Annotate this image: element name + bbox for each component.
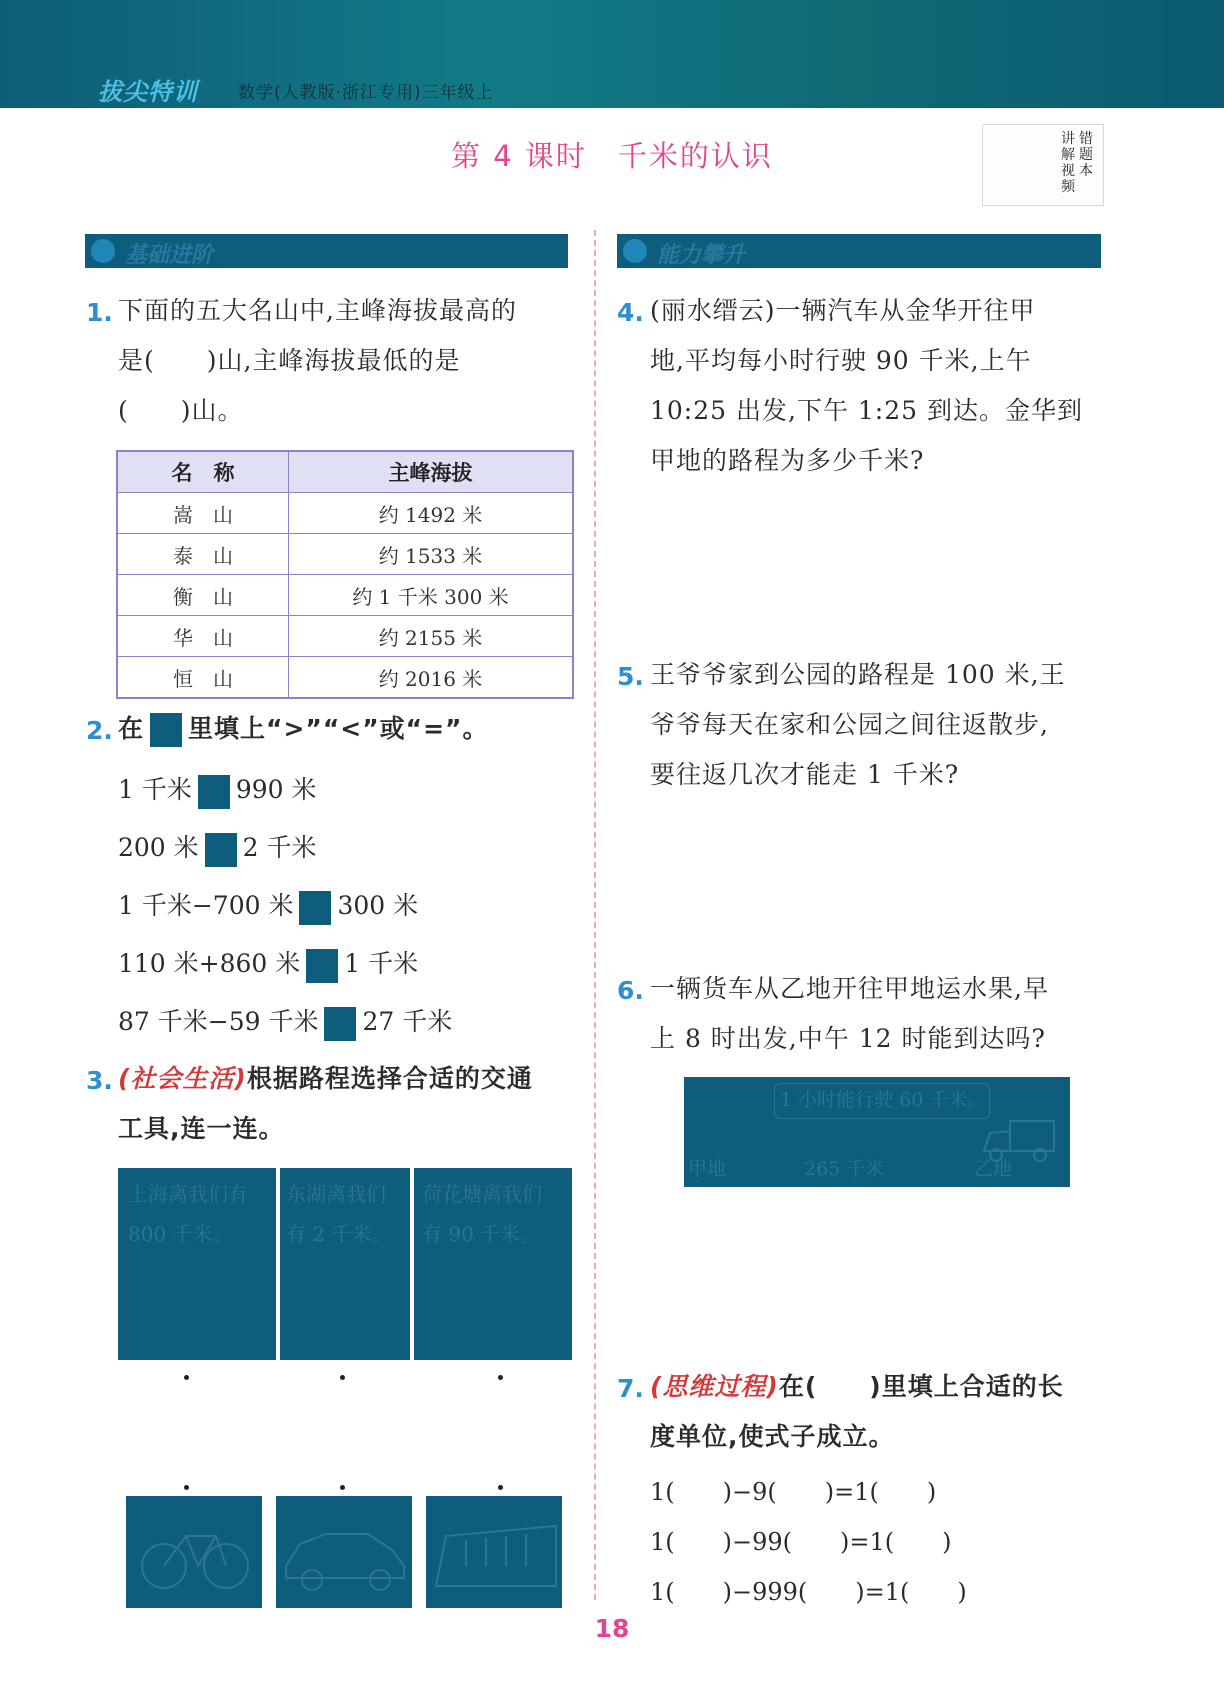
- pen-icon: [91, 239, 115, 263]
- answer-box[interactable]: [150, 713, 182, 747]
- q2-number: 2.: [86, 716, 113, 745]
- answer-box[interactable]: [205, 833, 237, 867]
- answer-box[interactable]: [306, 949, 338, 983]
- fill-row[interactable]: 1( )−99( )=1( ): [650, 1528, 952, 1556]
- q5-number: 5.: [617, 662, 644, 691]
- q1-line3: ( )山。: [118, 396, 244, 425]
- q7-number: 7.: [617, 1374, 644, 1403]
- table-row: 华 山 约 2155 米: [118, 616, 572, 657]
- mountain-table: [116, 450, 574, 699]
- child-speech-image: 荷花塘离我们 有 90 千米。: [414, 1168, 572, 1360]
- connect-dot[interactable]: [184, 1485, 189, 1490]
- q1-line1: 下面的五大名山中,主峰海拔最高的: [118, 296, 517, 325]
- compare-row: 87 千米−59 千米 27 千米: [118, 1004, 452, 1040]
- q6-number: 6.: [617, 976, 644, 1005]
- connect-dot[interactable]: [498, 1485, 503, 1490]
- child-speech-image: 东湖离我们 有 2 千米。: [280, 1168, 410, 1360]
- q7-line1: (思维过程)在( )里填上合适的长: [650, 1372, 1064, 1401]
- page-number: 18: [594, 1614, 630, 1643]
- connect-dot[interactable]: [340, 1375, 345, 1380]
- compare-row: 1 千米−700 米 300 米: [118, 888, 418, 924]
- bicycle-icon: [126, 1496, 262, 1608]
- q2-instruction: 在 里填上“>”“<”或“=”。: [118, 704, 488, 754]
- section-basic: 基础进阶: [85, 234, 568, 268]
- car-image: [276, 1496, 412, 1608]
- bicycle-image: [126, 1496, 262, 1608]
- connect-dot[interactable]: [498, 1375, 503, 1380]
- q3-number: 3.: [86, 1066, 113, 1095]
- table-row: 恒 山 约 2016 米: [118, 657, 572, 698]
- compare-row: 200 米 2 千米: [118, 830, 317, 866]
- truck-route-image: 1 小时能行驶 60 千米。 甲地 265 千米 乙地: [684, 1077, 1070, 1187]
- video-label-col1: 讲 解 视 频: [1061, 131, 1075, 195]
- q4-number: 4.: [617, 298, 644, 327]
- answer-box[interactable]: [324, 1007, 356, 1041]
- train-icon: [426, 1496, 562, 1608]
- video-label-col2: 错 题 本: [1079, 131, 1093, 179]
- column-divider: [594, 230, 596, 1600]
- q7-line2: 度单位,使式子成立。: [650, 1422, 895, 1451]
- connect-dot[interactable]: [184, 1375, 189, 1380]
- child-speech-image: 上海离我们有 800 千米。: [118, 1168, 276, 1360]
- table-row: 泰 山 约 1533 米: [118, 534, 572, 575]
- q1-number: 1.: [86, 298, 113, 327]
- q6-line: 一辆货车从乙地开往甲地运水果,早: [650, 974, 1049, 1003]
- section-advanced: 能力攀升: [617, 234, 1101, 268]
- table-row: 衡 山 约 1 千米 300 米: [118, 575, 572, 616]
- q5-line: 要往返几次才能走 1 千米?: [650, 760, 960, 789]
- q4-line: 地,平均每小时行驶 90 千米,上午: [650, 346, 1032, 375]
- q1-line2: 是( )山,主峰海拔最低的是: [118, 346, 461, 375]
- table-row: 嵩 山 约 1492 米: [118, 493, 572, 534]
- brand-logo: 拔尖特训: [98, 78, 198, 106]
- table-header: 名 称: [118, 452, 289, 493]
- q5-line: 王爷爷家到公园的路程是 100 米,王: [650, 660, 1066, 689]
- connect-dot[interactable]: [340, 1485, 345, 1490]
- fill-row[interactable]: 1( )−999( )=1( ): [650, 1578, 967, 1606]
- q3-line2: 工具,连一连。: [118, 1114, 285, 1143]
- book-subtitle: 数学(人教版·浙江专用)三年级上: [238, 83, 494, 103]
- table-header: 主峰海拔: [289, 452, 573, 493]
- lesson-title: 第 4 课时 千米的认识: [451, 139, 773, 173]
- train-image: [426, 1496, 562, 1608]
- q3-line1: (社会生活)根据路程选择合适的交通: [118, 1064, 533, 1093]
- answer-box[interactable]: [299, 891, 331, 925]
- q4-line: 10:25 出发,下午 1:25 到达。金华到: [650, 396, 1083, 425]
- q6-line: 上 8 时出发,中午 12 时能到达吗?: [650, 1024, 1046, 1053]
- compare-row: 1 千米 990 米: [118, 772, 317, 808]
- answer-box[interactable]: [198, 775, 230, 809]
- q4-line: 甲地的路程为多少千米?: [650, 446, 925, 475]
- q5-line: 爷爷每天在家和公园之间往返散步,: [650, 710, 1049, 739]
- video-explanation-box[interactable]: [982, 124, 1104, 206]
- compare-row: 110 米+860 米 1 千米: [118, 946, 418, 982]
- pen-icon: [623, 239, 647, 263]
- car-icon: [276, 1496, 412, 1608]
- fill-row[interactable]: 1( )−9( )=1( ): [650, 1478, 937, 1506]
- q4-line: (丽水缙云)一辆汽车从金华开往甲: [650, 296, 1036, 325]
